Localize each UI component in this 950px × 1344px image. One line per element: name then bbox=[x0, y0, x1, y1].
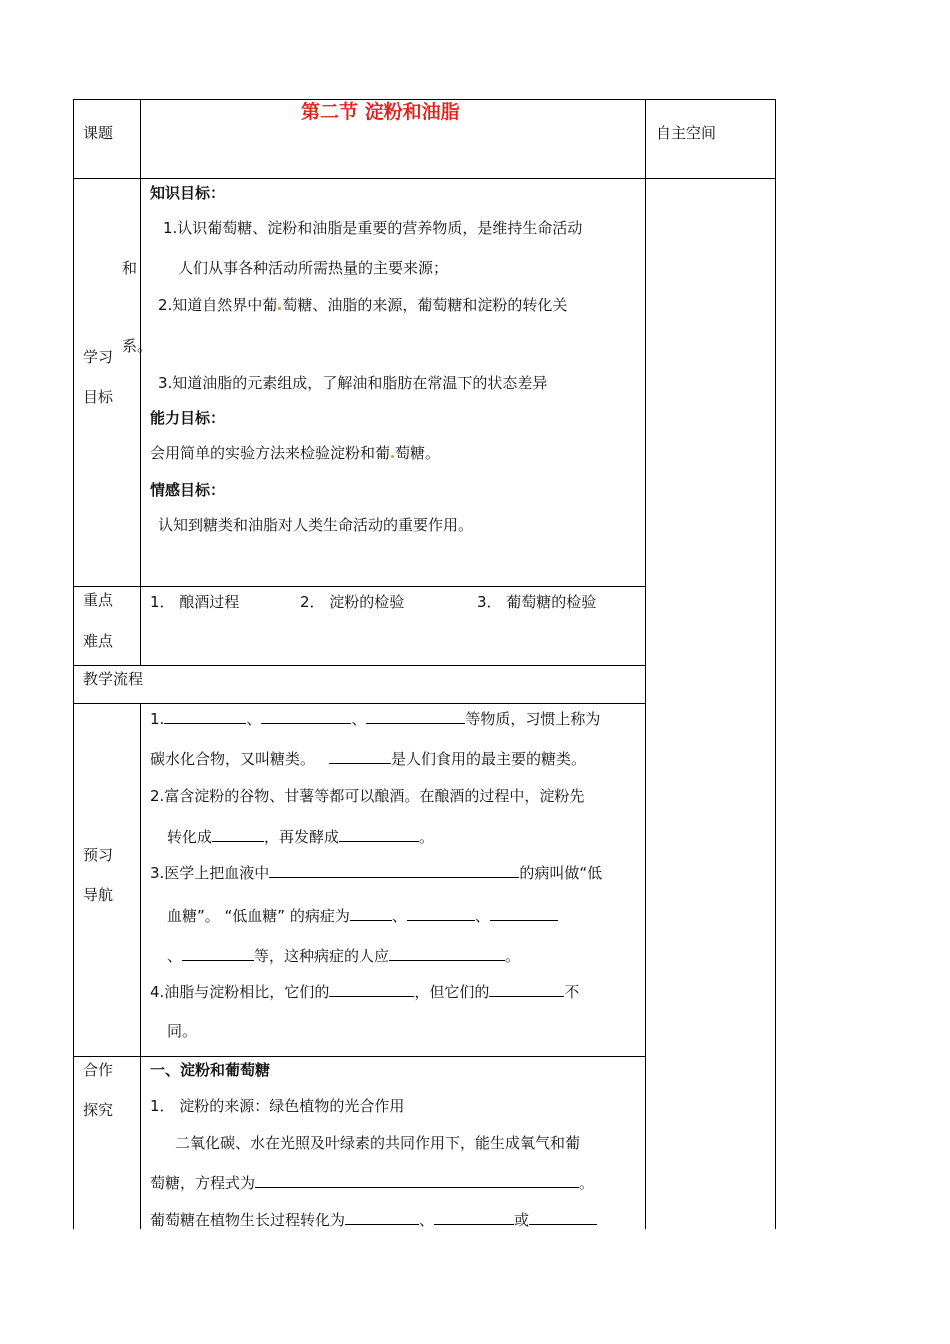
preview-q3-line3-c: 。 bbox=[505, 947, 521, 965]
emotion-text: 认知到糖类和油脂对人类生命活动的重要作用。 bbox=[158, 516, 474, 534]
preview-q4-line1-b: ，但它们的 bbox=[414, 983, 490, 1001]
column-divider-label-lower bbox=[140, 703, 141, 1229]
knowledge-heading: 知识目标： bbox=[150, 184, 226, 202]
table-right-border bbox=[775, 99, 776, 1229]
label-self-space: 自主空间 bbox=[656, 124, 717, 142]
keypoint-item-1: 1． 酿酒过程 bbox=[150, 593, 240, 611]
ability-text-part-a: 会用简单的实验方法来检验淀粉和葡 bbox=[150, 444, 391, 462]
label-keypoints-2: 难点 bbox=[83, 632, 114, 650]
label-preview-1: 预习 bbox=[83, 846, 114, 864]
knowledge-item-2-line2: 系。 bbox=[122, 337, 153, 355]
row-divider-objectives bbox=[73, 178, 776, 179]
preview-q3-sep2: 、 bbox=[474, 907, 490, 925]
coop-convert-or: 或 bbox=[514, 1211, 530, 1229]
preview-q2-line2-a: 转化成 bbox=[167, 828, 213, 846]
preview-q1-line2-a: 碳水化合物，又叫糖类。 bbox=[150, 750, 316, 768]
preview-q2-line2-c: 。 bbox=[419, 828, 435, 846]
table-left-border bbox=[73, 99, 74, 1229]
row-divider-coop bbox=[73, 1056, 646, 1057]
coop-para-line2 bbox=[150, 1172, 594, 1193]
preview-q4-line2: 同。 bbox=[167, 1022, 198, 1040]
column-divider-label bbox=[140, 99, 141, 666]
knowledge-item-1-line2: 人们从事各种活动所需热量的主要来源； bbox=[178, 259, 449, 277]
table-top-border bbox=[73, 99, 776, 100]
row-divider-flow bbox=[73, 665, 646, 666]
blank-field[interactable] bbox=[389, 945, 505, 961]
preview-q2-line2-b: ，再发酵成 bbox=[264, 828, 340, 846]
preview-q3-line2 bbox=[167, 905, 558, 926]
preview-q4-line1-c: 不 bbox=[564, 983, 580, 1001]
blank-field[interactable] bbox=[329, 748, 391, 764]
emotion-heading: 情感目标： bbox=[150, 481, 226, 499]
blank-field[interactable] bbox=[366, 708, 465, 724]
label-coop-1: 合作 bbox=[83, 1061, 114, 1079]
blank-field[interactable] bbox=[345, 1209, 419, 1225]
blank-field[interactable] bbox=[490, 905, 558, 921]
page-title: 第二节 淀粉和油脂 bbox=[301, 101, 460, 123]
coop-heading: 一、淀粉和葡萄糖 bbox=[150, 1061, 271, 1079]
knowledge-item-3: 3.知道油脂的元素组成，了解油和脂肪在常温下的状态差异 bbox=[158, 374, 548, 392]
blank-field[interactable] bbox=[407, 905, 475, 921]
blank-field[interactable] bbox=[164, 708, 246, 724]
blank-field[interactable] bbox=[329, 981, 414, 997]
ability-text-part-b: 萄糖。 bbox=[395, 444, 441, 462]
coop-item-1: 1． 淀粉的来源：绿色植物的光合作用 bbox=[150, 1097, 405, 1115]
knowledge-item-2-part-b: 萄糖、油脂的来源，葡萄糖和淀粉的转化关 bbox=[282, 296, 568, 314]
preview-q1-prefix: 1. bbox=[150, 710, 165, 728]
coop-convert-a: 葡萄糖在植物生长过程转化为 bbox=[150, 1211, 346, 1229]
stray-text-he: 和 bbox=[122, 259, 138, 277]
label-preview-2: 导航 bbox=[83, 886, 114, 904]
preview-q2-line2 bbox=[167, 826, 434, 847]
label-coop-2: 探究 bbox=[83, 1101, 114, 1119]
label-objectives-1: 学习 bbox=[83, 348, 114, 366]
coop-convert-sep: 、 bbox=[419, 1211, 435, 1229]
preview-q3-line1-b: 的病叫做“低 bbox=[519, 864, 603, 882]
blank-field[interactable] bbox=[350, 905, 392, 921]
knowledge-item-2-line1 bbox=[158, 295, 567, 315]
preview-q3-line3-a: 、 bbox=[167, 947, 183, 965]
ability-text bbox=[150, 443, 440, 463]
blank-field[interactable] bbox=[489, 981, 564, 997]
label-keypoints-1: 重点 bbox=[83, 591, 114, 609]
ability-heading: 能力目标： bbox=[150, 409, 226, 427]
preview-q4-line1 bbox=[150, 981, 579, 1002]
blank-field[interactable] bbox=[434, 1209, 514, 1225]
blank-field[interactable] bbox=[269, 862, 519, 878]
blank-field[interactable] bbox=[182, 945, 254, 961]
knowledge-item-2-part-a: 2.知道自然界中葡 bbox=[158, 296, 278, 314]
mark-dot bbox=[391, 455, 394, 458]
keypoint-item-2: 2． 淀粉的检验 bbox=[300, 593, 405, 611]
mark-dot bbox=[278, 307, 281, 310]
preview-q3-sep1: 、 bbox=[391, 907, 407, 925]
row-divider-keypoints bbox=[73, 586, 646, 587]
preview-q4-line1-a: 4.油脂与淀粉相比，它们的 bbox=[150, 983, 330, 1001]
blank-field[interactable] bbox=[261, 708, 351, 724]
coop-convert-line bbox=[150, 1209, 597, 1230]
preview-q3-line3 bbox=[167, 945, 520, 966]
preview-q3-line1-a: 3.医学上把血液中 bbox=[150, 864, 270, 882]
column-divider-space bbox=[645, 99, 646, 1229]
preview-q3-line2-a: 血糖”。 “低血糖” 的病症为 bbox=[167, 907, 350, 925]
label-subject: 课题 bbox=[83, 124, 114, 142]
blank-field[interactable] bbox=[255, 1172, 579, 1188]
preview-q2-line1: 2.富含淀粉的谷物、甘薯等都可以酿酒。在酿酒的过程中，淀粉先 bbox=[150, 787, 585, 805]
preview-q3-line1 bbox=[150, 862, 602, 883]
coop-para-line2-a: 萄糖，方程式为 bbox=[150, 1174, 256, 1192]
preview-q1-sep1: 、 bbox=[246, 710, 262, 728]
label-objectives-2: 目标 bbox=[83, 388, 114, 406]
label-teaching-flow: 教学流程 bbox=[83, 670, 144, 688]
preview-q1-line1 bbox=[150, 708, 600, 729]
coop-para-line2-b: 。 bbox=[579, 1174, 595, 1192]
keypoint-item-3: 3． 葡萄糖的检验 bbox=[477, 593, 597, 611]
preview-q1-line2 bbox=[150, 748, 586, 769]
blank-field[interactable] bbox=[212, 826, 264, 842]
row-divider-preview bbox=[73, 703, 646, 704]
coop-para-line1: 二氧化碳、水在光照及叶绿素的共同作用下，能生成氧气和葡 bbox=[175, 1134, 581, 1152]
blank-field[interactable] bbox=[529, 1209, 597, 1225]
preview-q3-line3-b: 等，这种病症的人应 bbox=[254, 947, 390, 965]
preview-q1-suffix: 等物质，习惯上称为 bbox=[465, 710, 601, 728]
preview-q1-line2-b: 是人们食用的最主要的糖类。 bbox=[391, 750, 587, 768]
knowledge-item-1-line1: 1.认识葡萄糖、淀粉和油脂是重要的营养物质，是维持生命活动 bbox=[163, 219, 583, 237]
blank-field[interactable] bbox=[339, 826, 419, 842]
preview-q1-sep2: 、 bbox=[351, 710, 367, 728]
